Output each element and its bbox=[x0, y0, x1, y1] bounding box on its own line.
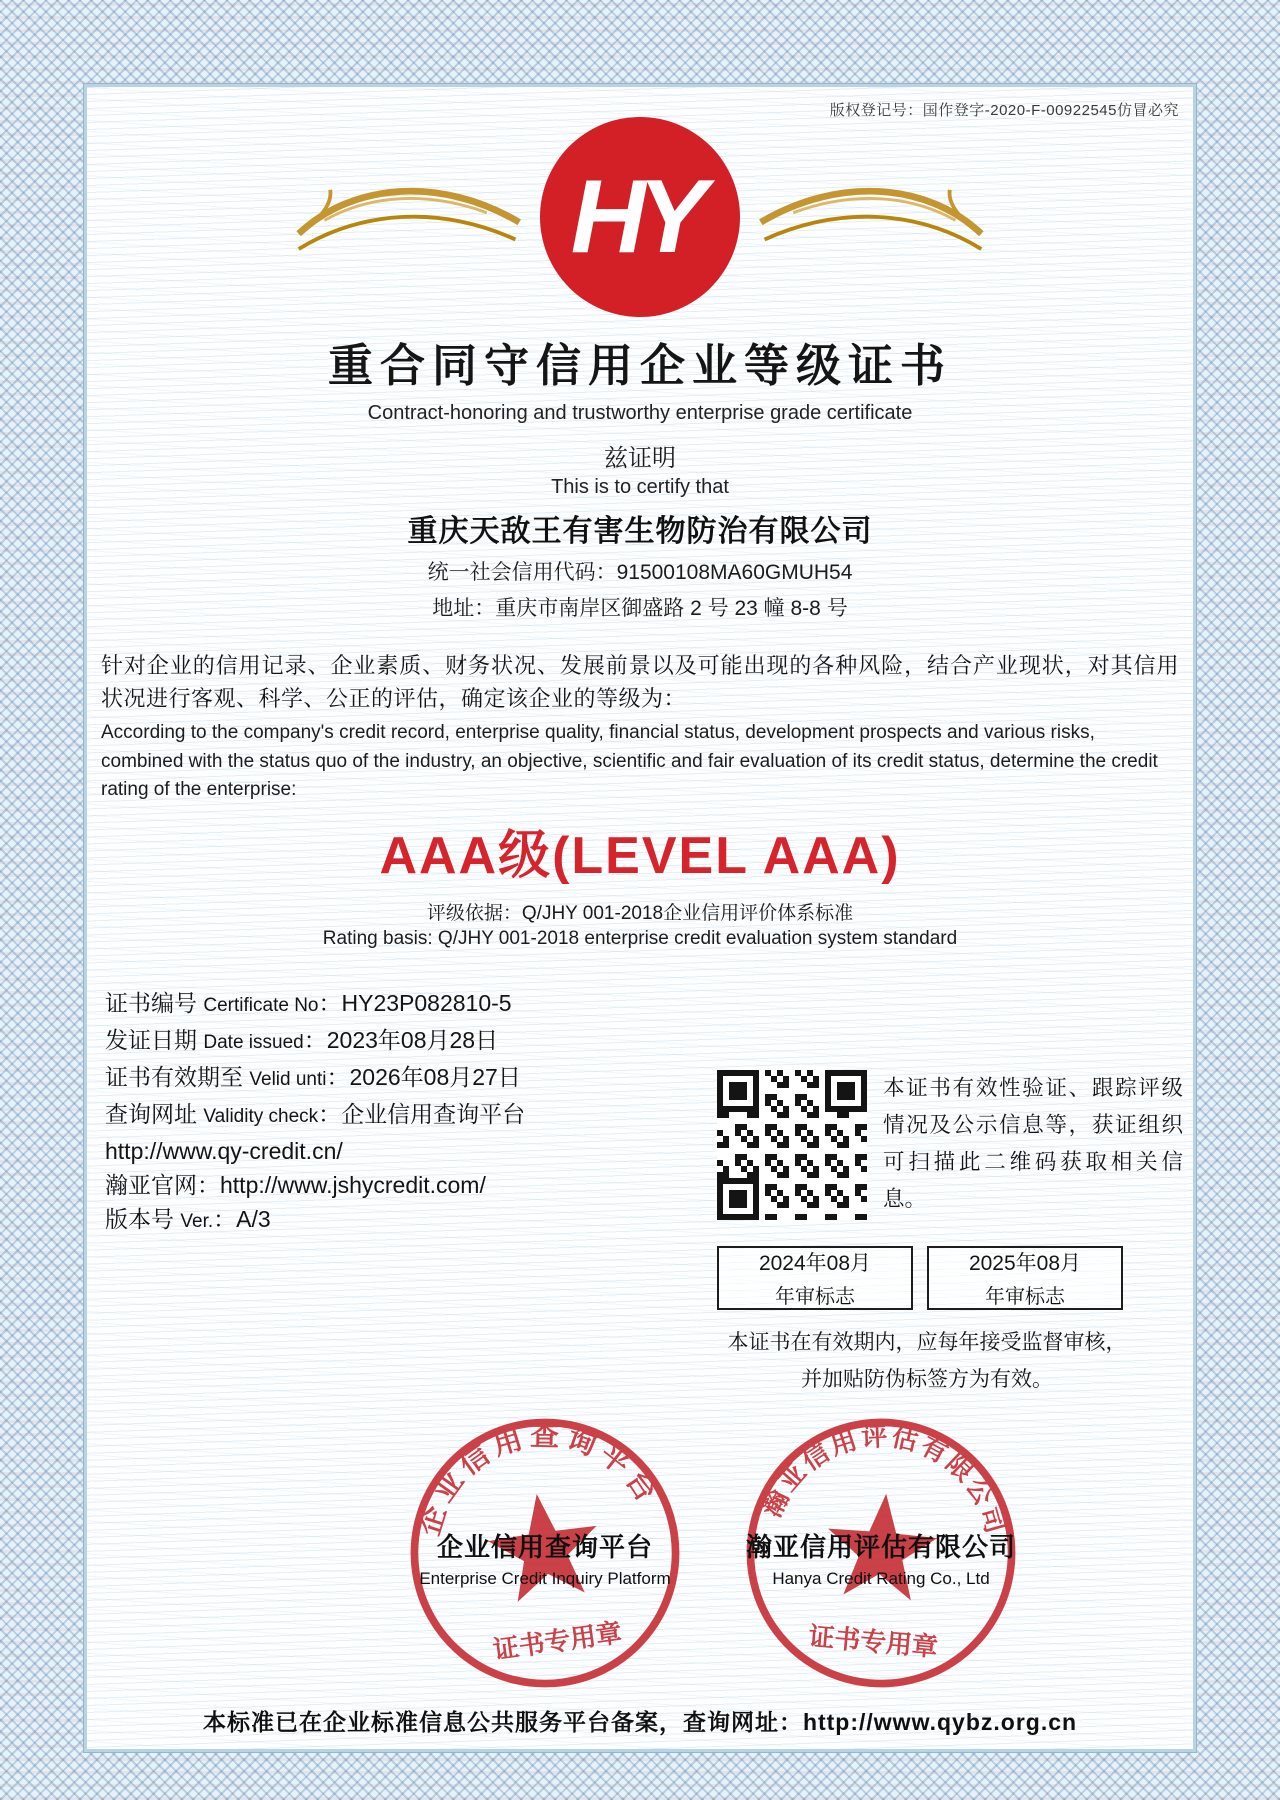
right-caption-en: Hanya Credit Rating Co., Ltd bbox=[772, 1569, 990, 1589]
right-stamp-caption bbox=[676, 1527, 1086, 1589]
colon: ： bbox=[303, 1026, 327, 1053]
copyright-notice: 版权登记号：国作登字-2020-F-00922545仿冒必究 bbox=[829, 102, 1179, 119]
detail-label-cn: 发证日期 bbox=[105, 1026, 197, 1053]
certificate-body bbox=[84, 84, 1196, 1752]
detail-label-cn: 证书有效期至 bbox=[105, 1063, 243, 1090]
qr-note: 本证书有效性验证、跟踪评级情况及公示信息等，获证组织可扫描此二维码获取相关信息。 bbox=[883, 1075, 1183, 1211]
colon: ： bbox=[318, 989, 342, 1016]
detail-value: 2023年08月28日 bbox=[326, 1026, 499, 1053]
hanya-url: http://www.jshycredit.com/ bbox=[220, 1171, 486, 1198]
detail-value: A/3 bbox=[236, 1205, 271, 1232]
detail-value: 企业信用查询平台 bbox=[341, 1100, 526, 1127]
rating-basis-en: Rating basis: Q/JHY 001-2018 enterprise credit evaluation system standard bbox=[322, 927, 958, 949]
certify-text-en: This is to certify that bbox=[551, 476, 729, 498]
annual-month: 2025年08月 bbox=[968, 1251, 1082, 1275]
detail-label-cn: 版本号 bbox=[105, 1205, 174, 1232]
detail-row-date-issued bbox=[105, 1023, 717, 1060]
left-caption-cn: 企业信用查询平台 bbox=[436, 1532, 653, 1563]
detail-label-en: Certificate No bbox=[203, 994, 319, 1016]
colon: ： bbox=[197, 1171, 220, 1198]
annual-review-boxes bbox=[717, 1246, 1187, 1310]
hy-logo-monogram: HY bbox=[570, 158, 700, 275]
detail-value: HY23P082810-5 bbox=[341, 989, 512, 1016]
company-address: 地址：重庆市南岸区御盛路 2 号 23 幢 8-8 号 bbox=[432, 597, 848, 620]
detail-row-valid-until bbox=[105, 1060, 717, 1097]
annual-notice-line1: 本证书在有效期内，应每年接受监督审核， bbox=[727, 1330, 1127, 1354]
evaluation-paragraph-cn: 针对企业的信用记录、企业素质、财务状况、发展前景以及可能出现的各种风险，结合产业现状，对其信用状况进行客观、科学、公正的评估，确定该企业的等级为： bbox=[101, 653, 1179, 711]
company-credit-code: 统一社会信用代码：91500108MA60GMUH54 bbox=[427, 561, 853, 584]
colon: ： bbox=[213, 1205, 237, 1232]
annual-review-box-2025 bbox=[927, 1246, 1123, 1310]
evaluation-paragraphs bbox=[101, 650, 1179, 805]
right-stamp-banner: 证书专用章 bbox=[807, 1623, 939, 1663]
detail-row-version bbox=[105, 1202, 717, 1239]
logo-row bbox=[87, 117, 1193, 317]
right-stamp-arc-text: 瀚亚信用评估有限公司 bbox=[758, 1423, 1010, 1540]
annual-label: 年审标志 bbox=[985, 1285, 1065, 1308]
detail-row-certificate-no bbox=[105, 986, 717, 1023]
annual-review-box-2024 bbox=[717, 1246, 913, 1310]
rating-basis-cn: 评级依据：Q/JHY 001-2018企业信用评价体系标准 bbox=[426, 902, 854, 924]
certificate-details bbox=[105, 986, 717, 1400]
query-url: http://www.qy-credit.cn/ bbox=[105, 1137, 343, 1164]
detail-row-hanya-site bbox=[105, 1168, 717, 1202]
detail-label-cn: 瀚亚官网 bbox=[105, 1171, 197, 1198]
detail-section bbox=[105, 986, 1187, 1400]
detail-label-cn: 证书编号 bbox=[105, 989, 197, 1016]
evaluation-paragraph-en: According to the company's credit record, enterprise quality, financial status, development prospects and various risks, combined with the status quo of the industry, an objective, scientific and fair evaluation of its credit status, determine the credit rating of the enterprise: bbox=[101, 722, 1158, 801]
detail-label-en: Velid unti bbox=[249, 1068, 327, 1090]
annual-notice-line2: 并加贴防伪标签方为有效。 bbox=[801, 1368, 1053, 1392]
qr-code bbox=[717, 1070, 867, 1220]
footer-record-line: 本标准已在企业标准信息公共服务平台备案，查询网址：http://www.qybz.org.cn bbox=[202, 1709, 1078, 1735]
left-stamp-banner: 证书专用章 bbox=[491, 1619, 624, 1666]
certificate-title-en: Contract-honoring and trustworthy enterprise grade certificate bbox=[367, 402, 913, 424]
detail-row-validity-check bbox=[105, 1097, 717, 1134]
stamps-area bbox=[87, 1405, 1193, 1705]
certificate-title-cn: 重合同守信用企业等级证书 bbox=[327, 340, 952, 391]
annual-label: 年审标志 bbox=[775, 1285, 855, 1308]
colon: ： bbox=[326, 1063, 350, 1090]
detail-label-en: Ver. bbox=[180, 1210, 214, 1232]
hy-logo bbox=[540, 117, 740, 317]
company-name: 重庆天敌王有害生物防治有限公司 bbox=[407, 515, 873, 548]
detail-label-cn: 查询网址 bbox=[105, 1100, 197, 1127]
right-caption-cn: 瀚亚信用评估有限公司 bbox=[745, 1532, 1016, 1563]
detail-label-en: Date issued bbox=[203, 1031, 304, 1053]
detail-row-query-url bbox=[105, 1134, 717, 1168]
qr-section bbox=[717, 1070, 1187, 1400]
qr-row bbox=[717, 1070, 1187, 1220]
left-caption-en: Enterprise Credit Inquiry Platform bbox=[419, 1569, 671, 1589]
annual-notice bbox=[717, 1324, 1137, 1400]
detail-label-en: Validity check bbox=[203, 1105, 319, 1127]
detail-value: 2026年08月27日 bbox=[349, 1063, 521, 1090]
annual-month: 2024年08月 bbox=[758, 1251, 872, 1275]
flourish-right-icon bbox=[754, 165, 989, 270]
flourish-left-icon bbox=[291, 165, 526, 270]
left-stamp-arc-text: 企业信用查询平台 bbox=[413, 1420, 666, 1540]
colon: ： bbox=[318, 1100, 342, 1127]
rating-grade: AAA级(LEVEL AAA) bbox=[379, 826, 901, 885]
certify-text-cn: 兹证明 bbox=[604, 445, 676, 472]
